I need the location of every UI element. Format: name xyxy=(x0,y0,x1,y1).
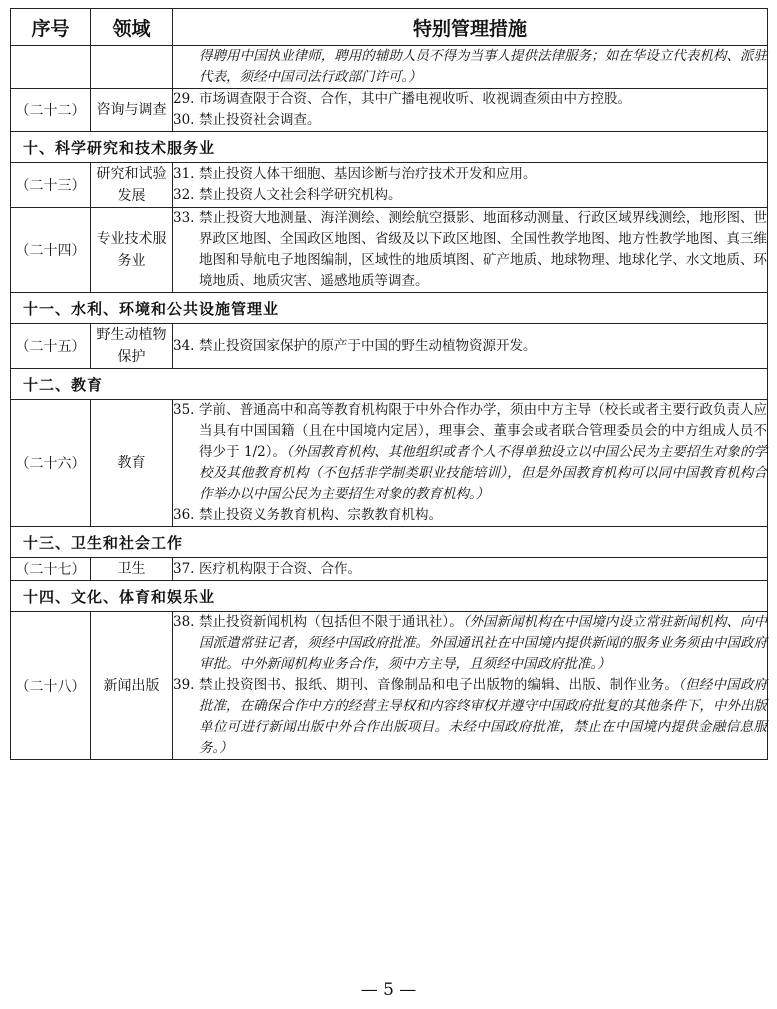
table-row-continuation xyxy=(11,46,768,89)
measure-item: 30. 禁止投资社会调查。 xyxy=(173,112,321,128)
table-row xyxy=(11,89,768,132)
row-field: 专业技术服务业 xyxy=(91,208,173,293)
row-number: （二十六） xyxy=(11,400,91,527)
table-row xyxy=(11,163,768,208)
measure-item: 38. 禁止投资新闻机构（包括但不限于通讯社）。（外国新闻机构在中国境内设立常驻新闻机构、向中国派遣常驻记者，须经中国政府批准。外国通讯社在中国境内提供新闻的服务业务须由中国政府审批。中外新闻机构业务合作，须中方主导，且须经中国政府批准。） xyxy=(173,614,768,672)
row-field: 研究和试验发展 xyxy=(91,163,173,208)
measure-item: 35. 学前、普通高中和高等教育机构限于中外合作办学，须由中方主导（校长或者主要行政负责人应当具有中国国籍（且在中国境内定居），理事会、董事会或者联合管理委员会的中方组成人员不得少于 1/2）。（外国教育机构、其他组织或者个人不得单独设立以中国公民为主要招生对象的学校及其他教育机构（不包括非学制类职业技能培训），但是外国教育机构可以同中国教育机构合作举办以中国公民为主要招生对象的教育机构。） xyxy=(173,402,767,502)
section-heading: 十一、水利、环境和公共设施管理业 xyxy=(11,293,768,324)
row-number: （二十七） xyxy=(11,558,91,581)
measure-note: （外国新闻机构在中国境内设立常驻新闻机构、向中国派遣常驻记者，须经中国政府批准。外国通讯社在中国境内提供新闻的服务业务须由中国政府审批。中外新闻机构业务合作，须中方主导，且须经中国政府批准。） xyxy=(199,614,768,672)
table-row xyxy=(11,208,768,293)
measure-item: 36. 禁止投资义务教育机构、宗教教育机构。 xyxy=(173,507,442,523)
table-row xyxy=(11,612,768,760)
table-header-row xyxy=(11,9,768,46)
measure-item: 32. 禁止投资人文社会科学研究机构。 xyxy=(173,187,402,203)
table-row xyxy=(11,324,768,369)
section-heading: 十四、文化、体育和娱乐业 xyxy=(11,581,768,612)
measure-item: 37. 医疗机构限于合资、合作。 xyxy=(173,560,361,577)
header-no: 序号 xyxy=(11,9,91,46)
row-field: 野生动植物保护 xyxy=(91,324,173,369)
measure-note: （但经中国政府批准，在确保合作中方的经营主导权和内容终审权并遵守中国政府批复的其他条件下，中外出版单位可进行新闻出版中外合作出版项目。未经中国政府批准，禁止在中国境内提供金融信息服务。） xyxy=(199,677,768,756)
special-measures-table xyxy=(10,8,768,760)
row-field: 教育 xyxy=(91,400,173,527)
measure-note: （外国教育机构、其他组织或者个人不得单独设立以中国公民为主要招生对象的学校及其他教育机构（不包括非学制类职业技能培训），但是外国教育机构可以同中国教育机构合作举办以中国公民为主要招生对象的教育机构。） xyxy=(199,444,767,502)
row-number: （二十四） xyxy=(11,208,91,293)
row-number: （二十五） xyxy=(11,324,91,369)
page-number: — 5 — xyxy=(360,980,417,1000)
measure-item: 34. 禁止投资国家保护的原产于中国的野生动植物资源开发。 xyxy=(173,337,537,354)
measure-item: 33. 禁止投资大地测量、海洋测绘、测绘航空摄影、地面移动测量、行政区域界线测绘，地形图、世界政区地图、全国政区地图、省级及以下政区地图、全国性教学地图、地方性教学地图、真三维地图和导航电子地图编制，区域性的地质填图、矿产地质、地球物理、地球化学、水文地质、环境地质、地质灾害、遥感地质等调查。 xyxy=(173,210,767,289)
continuation-text: 得聘用中国执业律师，聘用的辅助人员不得为当事人提供法律服务；如在华设立代表机构、派驻代表，须经中国司法行政部门许可。） xyxy=(199,48,767,85)
table-row xyxy=(11,400,768,527)
measure-item: 31. 禁止投资人体干细胞、基因诊断与治疗技术开发和应用。 xyxy=(173,166,537,182)
row-field: 咨询与调查 xyxy=(91,89,173,132)
section-heading: 十、科学研究和技术服务业 xyxy=(11,132,768,163)
row-number: （二十三） xyxy=(11,163,91,208)
row-number: （二十二） xyxy=(11,89,91,132)
header-field: 领域 xyxy=(91,9,173,46)
section-heading: 十三、卫生和社会工作 xyxy=(11,527,768,558)
header-measures: 特别管理措施 xyxy=(173,9,768,46)
measure-item: 29. 市场调查限于合资、合作，其中广播电视收听、收视调查须由中方控股。 xyxy=(173,91,631,107)
table-row xyxy=(11,558,768,581)
measure-item: 39. 禁止投资图书、报纸、期刊、音像制品和电子出版物的编辑、出版、制作业务。（但经中国政府批准，在确保合作中方的经营主导权和内容终审权并遵守中国政府批复的其他条件下，中外出版单位可进行新闻出版中外合作出版项目。未经中国政府批准，禁止在中国境内提供金融信息服务。） xyxy=(173,677,768,756)
row-field: 新闻出版 xyxy=(91,612,173,760)
row-number: （二十八） xyxy=(11,612,91,760)
row-field: 卫生 xyxy=(91,558,173,581)
section-heading: 十二、教育 xyxy=(11,369,768,400)
